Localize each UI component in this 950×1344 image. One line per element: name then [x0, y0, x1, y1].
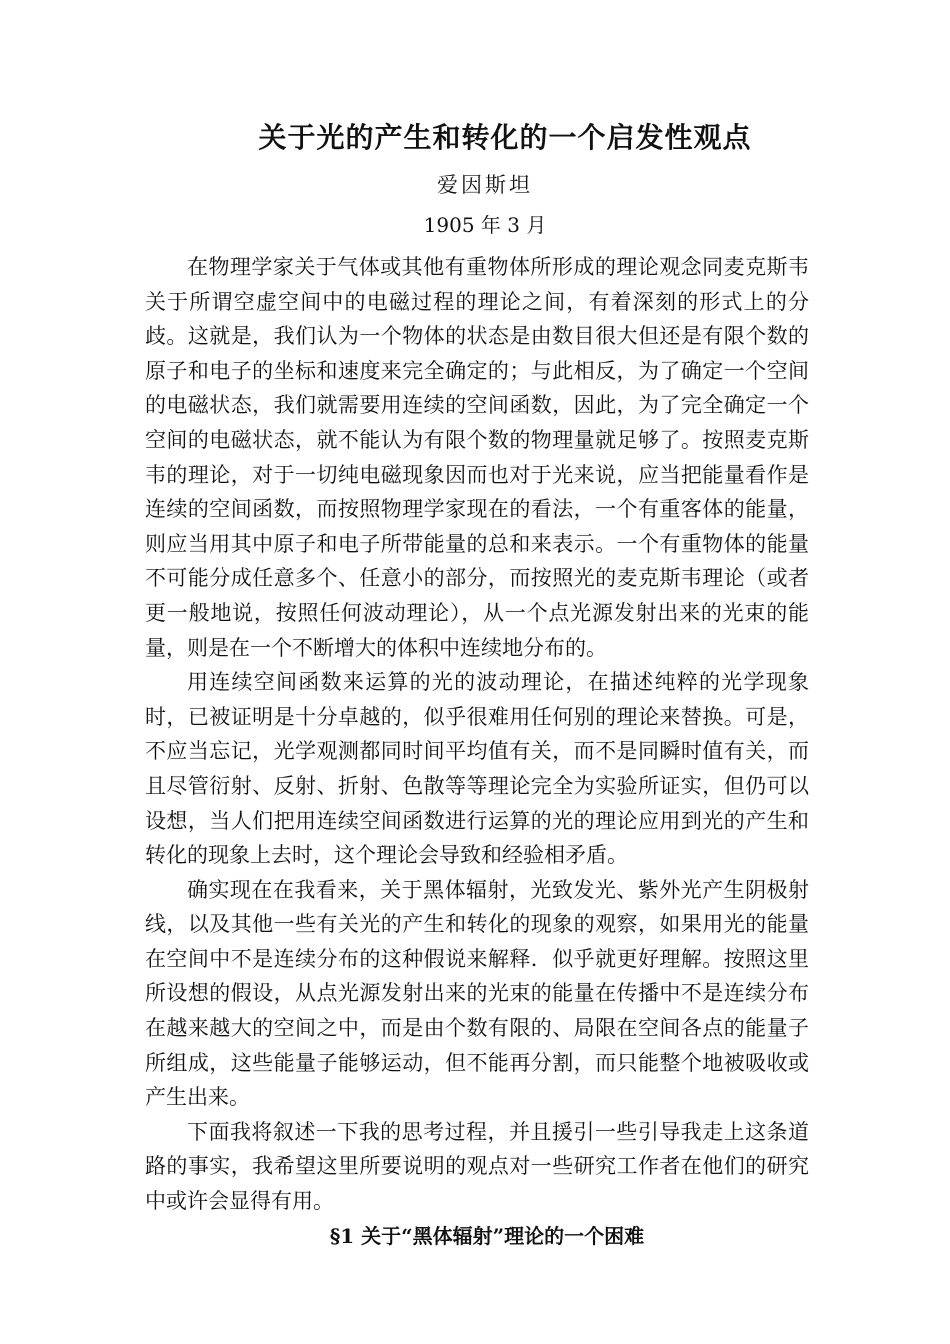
- section-heading: §1 关于“黑体辐射”理论的一个困难: [329, 1223, 645, 1248]
- document-title: 关于光的产生和转化的一个启发性观点: [258, 121, 752, 154]
- paragraph-3: 确实现在在我看来，关于黑体辐射，光致发光、紫外光产生阴极射线，以及其他一些有关光的产生和转化的现象的观察，如果用光的能量在空间中不是连续分布的这种假说来解释．似乎就更好理解。按照这里所设想的假设，从点光源发射出来的光束的能量在传播中不是连续分布在越来越大的空间之中，而是由个数有限的、局限在空间各点的能量子所组成，这些能量子能够运动，但不能再分割，而只能整个地被吸收或产生出来。: [145, 877, 809, 1110]
- paragraph-1: 在物理学家关于气体或其他有重物体所形成的理论观念同麦克斯韦关于所谓空虚空间中的电磁过程的理论之间，有着深刻的形式上的分歧。这就是，我们认为一个物体的状态是由数目很大但还是有限个数的原子和电子的坐标和速度来完全确定的；与此相反，为了确定一个空间的电磁状态，我们就需要用连续的空间函数，因此，为了完全确定一个空间的电磁状态，就不能认为有限个数的物理量就足够了。按照麦克斯韦的理论，对于一切纯电磁现象因而也对于光来说，应当把能量看作是连续的空间函数，而按照物理学家现在的看法，一个有重客体的能量，则应当用其中原子和电子所带能量的总和来表示。一个有重物体的能量不可能分成任意多个、任意小的部分，而按照光的麦克斯韦理论（或者更一般地说，按照任何波动理论），从一个点光源发射出来的光束的能量，则是在一个不断增大的体积中连续地分布的。: [145, 255, 809, 660]
- document-date: 1905 年 3 月: [423, 213, 547, 237]
- document-body: [145, 250, 809, 1253]
- paragraph-2: 用连续空间函数来运算的光的波动理论，在描述纯粹的光学现象时，已被证明是十分卓越的，似乎很难用任何别的理论来替换。可是，不应当忘记，光学观测都同时间平均值有关，而不是同瞬时值有关，而且尽管衍射、反射、折射、色散等等理论完全为实验所证实，但仍可以设想，当人们把用连续空间函数进行运算的光的理论应用到光的产生和转化的现象上去时，这个理论会导致和经验相矛盾。: [145, 670, 809, 868]
- document-author: 爱因斯坦: [437, 173, 533, 197]
- paragraph-4: 下面我将叙述一下我的思考过程，并且援引一些引导我走上这条道路的事实，我希望这里所要说明的观点对一些研究工作者在他们的研究中或许会显得有用。: [145, 1119, 809, 1214]
